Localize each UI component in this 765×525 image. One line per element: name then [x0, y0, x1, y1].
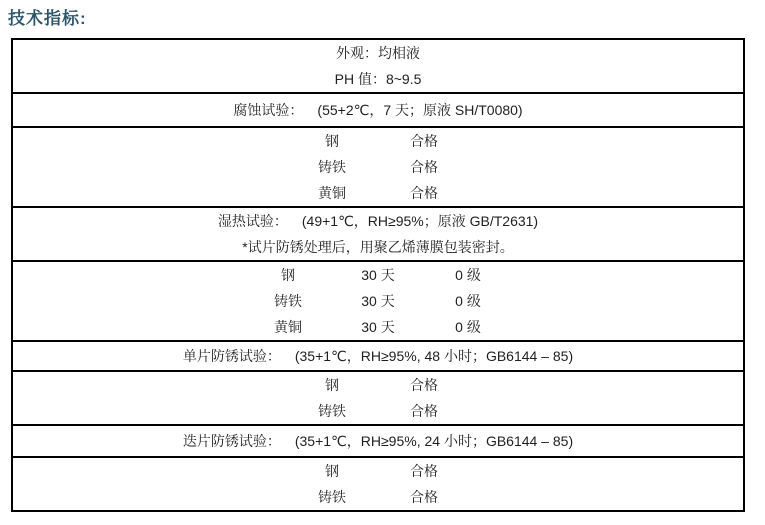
appearance-value: 外观：均相液 — [336, 45, 420, 61]
result-value: 合格 — [410, 463, 438, 479]
duration-value: 30 天 — [361, 267, 395, 283]
table-row — [13, 372, 743, 398]
material-label: 钢 — [325, 463, 339, 479]
result-value: 合格 — [410, 489, 438, 505]
test-conditions: (55+2℃，7 天；原液 SH/T0080) — [317, 102, 523, 118]
section-single-piece-rust-test-results — [13, 372, 743, 426]
test-label: 湿热试验： — [217, 213, 288, 229]
result-value: 合格 — [410, 159, 438, 175]
table-row — [13, 428, 743, 454]
table-row — [13, 458, 743, 484]
result-value: 合格 — [410, 403, 438, 419]
result-value: 合格 — [410, 377, 438, 393]
test-conditions: (35+1℃，RH≥95%, 24 小时；GB6144 – 85) — [294, 433, 574, 449]
material-label: 铸铁 — [318, 403, 346, 419]
section-appearance-ph — [13, 40, 743, 94]
section-damp-heat-test-header — [13, 208, 743, 262]
material-label: 黄铜 — [274, 319, 302, 335]
test-conditions: (35+1℃，RH≥95%, 48 小时；GB6144 – 85) — [294, 348, 574, 364]
section-stacked-piece-rust-test-results — [13, 458, 743, 510]
ph-value: PH 值：8~9.5 — [334, 71, 422, 87]
table-row — [13, 398, 743, 424]
table-row — [13, 314, 743, 340]
test-note: *试片防锈处理后，用聚乙烯薄膜包装密封。 — [242, 239, 514, 255]
table-row — [13, 154, 743, 180]
section-corrosion-test-header — [13, 94, 743, 128]
material-label: 钢 — [325, 133, 339, 149]
material-label: 钢 — [325, 377, 339, 393]
result-value: 合格 — [410, 185, 438, 201]
table-row — [13, 66, 743, 92]
test-label: 腐蚀试验： — [233, 102, 304, 118]
table-row — [13, 484, 743, 510]
page-title: 技术指标: — [8, 9, 87, 28]
test-conditions: (49+1℃，RH≥95%；原液 GB/T2631) — [301, 213, 539, 229]
section-stacked-piece-rust-test-header — [13, 426, 743, 458]
result-value: 合格 — [410, 133, 438, 149]
table-row — [13, 262, 743, 288]
test-label: 单片防锈试验： — [182, 348, 281, 364]
grade-value: 0 级 — [455, 267, 481, 283]
spec-table — [11, 38, 745, 512]
table-row — [13, 208, 743, 234]
material-label: 铸铁 — [318, 159, 346, 175]
material-label: 黄铜 — [318, 185, 346, 201]
test-label: 迭片防锈试验： — [182, 433, 281, 449]
table-row — [13, 234, 743, 260]
table-row — [13, 128, 743, 154]
section-corrosion-test-results — [13, 128, 743, 208]
duration-value: 30 天 — [361, 319, 395, 335]
table-row — [13, 97, 743, 123]
section-single-piece-rust-test-header — [13, 342, 743, 372]
table-row — [13, 40, 743, 66]
table-row — [13, 180, 743, 206]
material-label: 铸铁 — [318, 489, 346, 505]
material-label: 铸铁 — [274, 293, 302, 309]
grade-value: 0 级 — [455, 319, 481, 335]
material-label: 钢 — [281, 267, 295, 283]
table-row — [13, 343, 743, 369]
table-row — [13, 288, 743, 314]
duration-value: 30 天 — [361, 293, 395, 309]
section-damp-heat-test-results — [13, 262, 743, 342]
grade-value: 0 级 — [455, 293, 481, 309]
